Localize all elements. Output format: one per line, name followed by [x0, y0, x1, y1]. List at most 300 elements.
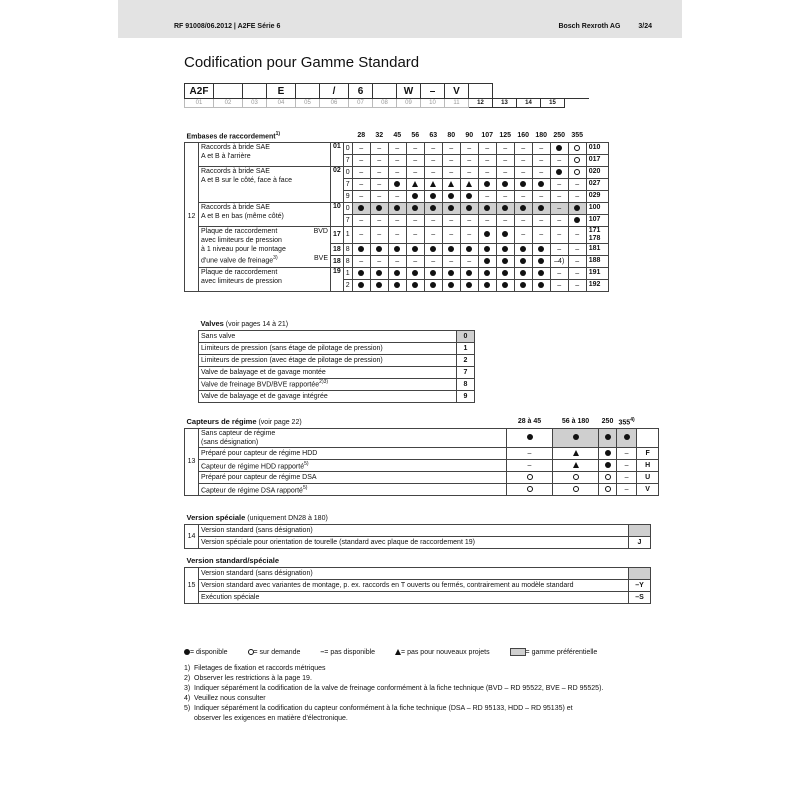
size-header: 80 [447, 132, 456, 140]
availability-cell [388, 226, 406, 243]
code-cell [541, 84, 565, 99]
code-cell: – [421, 84, 445, 99]
availability-cell [532, 202, 550, 214]
symbol: – [624, 461, 629, 469]
dot-icon [538, 282, 544, 288]
availability-cell [532, 214, 550, 226]
availability-cell [532, 243, 550, 255]
availability-cell [617, 471, 637, 483]
symbol: – [575, 269, 580, 277]
dot-icon [502, 246, 508, 252]
symbol [484, 258, 490, 265]
availability-cell [496, 243, 514, 255]
embase-row [185, 202, 609, 214]
availability-cell [514, 279, 532, 291]
symbol [394, 205, 400, 212]
availability-cell [388, 190, 406, 202]
valve-label [199, 342, 457, 354]
availability-cell [553, 471, 599, 483]
availability-cell [599, 447, 617, 459]
dot-icon [502, 270, 508, 276]
symbol [573, 434, 579, 441]
availability-cell [599, 428, 617, 447]
availability-cell [599, 459, 617, 471]
availability-cell [352, 202, 370, 214]
size-range: 250 [601, 418, 614, 426]
availability-cell [388, 267, 406, 279]
availability-cell [550, 226, 568, 243]
group-number: 12 [185, 142, 199, 291]
symbol [448, 205, 454, 212]
size-header: 125 [499, 132, 512, 140]
size-range: 355 [618, 419, 631, 427]
symbol: – [467, 257, 472, 265]
symbol: – [557, 281, 562, 289]
symbol: – [449, 144, 454, 152]
symbol: – [431, 168, 436, 176]
sub-code: 7 [343, 214, 352, 226]
dot-icon [556, 169, 562, 175]
availability-cell [352, 154, 370, 166]
desc-line: A et B à l'arrière [201, 152, 251, 160]
symbol: – [485, 216, 490, 224]
availability-cell [352, 214, 370, 226]
desc-line: Raccords à bride SAE [201, 143, 270, 151]
dot-icon [358, 282, 364, 288]
availability-cell [507, 428, 553, 447]
size-range: 28 à 45 [517, 418, 542, 426]
availability-cell [496, 166, 514, 178]
dot-icon [394, 282, 400, 288]
availability-cell [550, 190, 568, 202]
availability-cell [424, 178, 442, 190]
availability-cell [568, 243, 586, 255]
symbol [574, 157, 580, 164]
embase-code: 18 [331, 243, 344, 255]
availability-cell [478, 243, 496, 255]
symbol: – [521, 156, 526, 164]
embase-row [185, 142, 609, 154]
dot-icon [448, 270, 454, 276]
label-text: Valve de balayage et de gavage montée [201, 368, 326, 376]
symbol [574, 145, 580, 152]
symbol: – [413, 231, 418, 238]
symbol: – [395, 192, 400, 200]
valve-row [199, 330, 475, 342]
ring-icon [605, 486, 611, 492]
symbol: – [557, 156, 562, 164]
availability-cell [568, 214, 586, 226]
code-number: 09 [397, 99, 421, 108]
legend-not-available: = pas disponible [324, 648, 376, 656]
availability-cell [553, 483, 599, 495]
symbol: – [575, 180, 580, 188]
size-range-header [507, 416, 553, 428]
dot-icon [484, 246, 490, 252]
availability-cell [550, 243, 568, 255]
desc-line: A et B sur le côté, face à face [201, 176, 293, 184]
availability-cell [568, 190, 586, 202]
option-code [629, 567, 651, 579]
symbol: – [431, 216, 436, 224]
availability-cell [442, 267, 460, 279]
sub-code: 0 [343, 202, 352, 214]
availability-cell [460, 255, 478, 267]
availability-cell [370, 202, 388, 214]
symbol [605, 450, 611, 457]
availability-cell [514, 267, 532, 279]
option-label: Version standard avec variantes de montage, p. ex. raccords en T ouverts ou fermés, contrairement au modèle standard [199, 579, 629, 591]
symbol: – [467, 144, 472, 152]
symbol [448, 246, 454, 253]
availability-cell [532, 279, 550, 291]
symbol [502, 231, 508, 238]
availability-cell [514, 226, 532, 243]
dot-icon [394, 181, 400, 187]
desc-text: d'une valve de freinage [201, 256, 274, 264]
option-row [185, 579, 651, 591]
availability-cell [370, 142, 388, 154]
symbol: – [377, 216, 382, 224]
availability-cell [352, 142, 370, 154]
symbol [502, 282, 508, 289]
availability-cell [370, 190, 388, 202]
availability-cell [406, 214, 424, 226]
symbol: – [467, 156, 472, 164]
plaque-desc [199, 226, 331, 267]
capteurs-header [185, 416, 659, 428]
code-number: 03 [243, 99, 267, 108]
bve-label: BVE [313, 254, 328, 262]
dot-icon [466, 282, 472, 288]
dot-icon [358, 246, 364, 252]
symbol: –4) [554, 257, 565, 265]
availability-cell [406, 154, 424, 166]
symbol: – [377, 257, 382, 265]
code-number: 14 [517, 99, 541, 108]
availability-cell [568, 154, 586, 166]
symbol [573, 486, 579, 493]
symbol: – [624, 485, 629, 493]
availability-cell [442, 255, 460, 267]
availability-cell [496, 267, 514, 279]
symbol [394, 246, 400, 253]
symbol [527, 434, 533, 441]
code-cell: E [267, 84, 296, 99]
symbol: – [539, 144, 544, 152]
availability-cell [514, 202, 532, 214]
valve-code: 7 [457, 366, 475, 378]
symbol [430, 181, 436, 188]
code-values-row [185, 84, 589, 99]
valve-label [199, 366, 457, 378]
symbol [484, 270, 490, 277]
dot-icon [502, 205, 508, 211]
availability-cell [388, 243, 406, 255]
sub-code: 9 [343, 190, 352, 202]
symbol [605, 474, 611, 481]
availability-cell [568, 255, 586, 267]
symbol: – [624, 473, 629, 481]
availability-cell [514, 166, 532, 178]
desc-line: Plaque de raccordement [201, 268, 278, 276]
symbol [412, 193, 418, 200]
dot-icon [574, 205, 580, 211]
symbol [574, 169, 580, 176]
symbol: – [503, 144, 508, 152]
code-number: 01 [185, 99, 214, 108]
size-header: 28 [357, 132, 366, 140]
availability-cell [424, 226, 442, 243]
availability-cell [424, 243, 442, 255]
dot-icon [624, 434, 630, 440]
availability-cell [617, 459, 637, 471]
symbol: – [557, 216, 562, 224]
symbol: – [449, 216, 454, 224]
availability-cell [514, 214, 532, 226]
symbol: – [395, 168, 400, 176]
embase-row [185, 267, 609, 279]
legend-not-new-projects: = pas pour nouveaux projets [401, 648, 490, 656]
availability-cell [352, 178, 370, 190]
section-header [185, 512, 651, 524]
availability-cell [388, 154, 406, 166]
sub-code: 0 [343, 166, 352, 178]
desc-line [201, 254, 328, 265]
symbol [358, 270, 364, 277]
dot-icon [538, 270, 544, 276]
availability-cell [442, 178, 460, 190]
output-code: 020 [586, 166, 608, 178]
dot-icon [520, 181, 526, 187]
plaque-desc [199, 267, 331, 291]
symbol [448, 193, 454, 200]
sub-code: 8 [343, 255, 352, 267]
group-number: 14 [185, 524, 199, 548]
dot-icon [412, 270, 418, 276]
dot-icon [484, 270, 490, 276]
dot-icon [502, 282, 508, 288]
symbol: – [377, 168, 382, 176]
symbol [412, 270, 418, 277]
symbol: – [557, 245, 562, 253]
symbol [448, 282, 454, 289]
output-code: 192 [586, 279, 608, 291]
dot-icon [376, 270, 382, 276]
dot-icon [502, 181, 508, 187]
symbol: – [359, 180, 364, 188]
symbol [520, 181, 526, 188]
valve-row [199, 366, 475, 378]
availability-cell [568, 202, 586, 214]
symbol [538, 205, 544, 212]
option-label: Version standard (sans désignation) [199, 524, 629, 536]
symbol: – [539, 156, 544, 164]
availability-cell [388, 142, 406, 154]
availability-cell [532, 178, 550, 190]
availability-cell [568, 178, 586, 190]
availability-cell [599, 471, 617, 483]
symbol [556, 169, 562, 176]
symbol: – [503, 192, 508, 200]
embase-row [185, 166, 609, 178]
option-row [185, 524, 651, 536]
availability-cell [406, 279, 424, 291]
dot-icon [394, 205, 400, 211]
size-header: 90 [465, 132, 474, 140]
section-title: Embases de raccordement [186, 133, 276, 141]
footnote [184, 694, 603, 704]
symbol: – [521, 231, 526, 238]
code-number: 07 [349, 99, 373, 108]
dot-icon [412, 205, 418, 211]
capteur-row [185, 483, 659, 495]
page-header [118, 0, 682, 38]
ring-icon [573, 474, 579, 480]
availability-cell [442, 226, 460, 243]
symbol [394, 270, 400, 277]
symbol [484, 231, 490, 238]
availability-cell [478, 166, 496, 178]
embases-table [184, 130, 609, 292]
symbol: – [359, 156, 364, 164]
desc-line: A et B en bas (même côté) [201, 212, 284, 220]
sub-code: 1 [343, 226, 352, 243]
capteur-label [199, 471, 507, 483]
version-speciale-table [184, 512, 651, 549]
size-header: 355 [571, 132, 584, 140]
triangle-icon [573, 462, 579, 468]
symbol [573, 462, 579, 469]
symbol: – [557, 192, 562, 200]
symbol [538, 282, 544, 289]
availability-cell [442, 279, 460, 291]
valve-label [199, 390, 457, 402]
dot-icon [430, 246, 436, 252]
section-title: Capteurs de régime [186, 417, 257, 427]
sub-code: 7 [343, 178, 352, 190]
symbol [605, 462, 611, 469]
availability-cell [460, 279, 478, 291]
label-text: Capteur de régime DSA rapporté$^{5)}$ [201, 484, 308, 495]
symbol: – [539, 192, 544, 200]
availability-cell [352, 226, 370, 243]
symbol [394, 282, 400, 289]
footnote-ref: 1) [275, 131, 281, 138]
option-row [185, 591, 651, 603]
code-cell [469, 84, 493, 99]
availability-cell [424, 267, 442, 279]
availability-cell [478, 202, 496, 214]
symbol: – [485, 192, 490, 200]
output-code: 010 [586, 142, 608, 154]
footnote-number: 1) [184, 665, 191, 672]
triangle-icon [573, 450, 579, 456]
company-name: Bosch Rexroth AG [558, 23, 621, 30]
embase-code: 10 [331, 202, 344, 226]
label-text: (sans désignation) [201, 438, 259, 446]
dot-icon [484, 181, 490, 187]
code-number: 10 [421, 99, 445, 108]
option-row [185, 536, 651, 548]
symbol [466, 270, 472, 277]
availability-cell [514, 243, 532, 255]
code-number: 15 [541, 99, 565, 108]
symbol: – [539, 168, 544, 176]
code-cell [517, 84, 541, 99]
dot-icon [466, 193, 472, 199]
dot-icon [376, 282, 382, 288]
symbol: – [521, 168, 526, 176]
availability-cell [496, 142, 514, 154]
desc-line: Raccords à bride SAE [201, 167, 270, 175]
symbol: – [431, 144, 436, 152]
availability-cell [388, 214, 406, 226]
symbol [527, 486, 533, 493]
availability-cell [352, 166, 370, 178]
output-code [637, 428, 659, 447]
symbol [624, 434, 630, 441]
embase-code: 19 [331, 267, 344, 291]
availability-cell [532, 255, 550, 267]
availability-cell [478, 255, 496, 267]
dot-icon [430, 205, 436, 211]
valve-row [199, 354, 475, 366]
valves-table [198, 318, 475, 403]
availability-cell [507, 471, 553, 483]
option-label: Exécution spéciale [199, 591, 629, 603]
code-cell: / [320, 84, 349, 99]
symbol: – [359, 231, 364, 238]
symbol: – [527, 449, 532, 457]
availability-cell [460, 243, 478, 255]
dot-icon [502, 231, 508, 237]
label-text: Capteur de régime HDD rapporté$^{5)}$ [201, 460, 309, 470]
size-header: 180 [535, 132, 548, 140]
footnote-number: 2) [184, 675, 191, 682]
desc-line: avec limiteurs de pression [201, 277, 282, 285]
legend-preferred: = gamme préférentielle [525, 648, 598, 656]
symbol: – [395, 144, 400, 152]
availability-cell [424, 202, 442, 214]
availability-cell [550, 202, 568, 214]
availability-cell [599, 483, 617, 495]
legend [184, 648, 615, 656]
label-text: Valve de freinage BVD/BVE rapportée [201, 381, 320, 389]
symbol: – [377, 144, 382, 152]
symbol [556, 145, 562, 152]
symbol [502, 246, 508, 253]
availability-cell [568, 267, 586, 279]
output-code: 029 [586, 190, 608, 202]
dot-icon [358, 270, 364, 276]
availability-cell [568, 142, 586, 154]
triangle-icon [430, 181, 436, 187]
dot-icon [502, 258, 508, 264]
output-code: 191 [586, 267, 608, 279]
page-title: Codification pour Gamme Standard [184, 54, 420, 71]
availability-cell [424, 190, 442, 202]
symbol [412, 205, 418, 212]
code-cell: A2F [185, 84, 214, 99]
size-range-header [599, 416, 617, 428]
embase-desc [199, 142, 331, 166]
footnote-text: Observer les restrictions à la page 19. [194, 675, 312, 682]
availability-cell [460, 267, 478, 279]
symbol [502, 181, 508, 188]
size-range-header [617, 416, 637, 428]
size-header: 32 [375, 132, 384, 140]
